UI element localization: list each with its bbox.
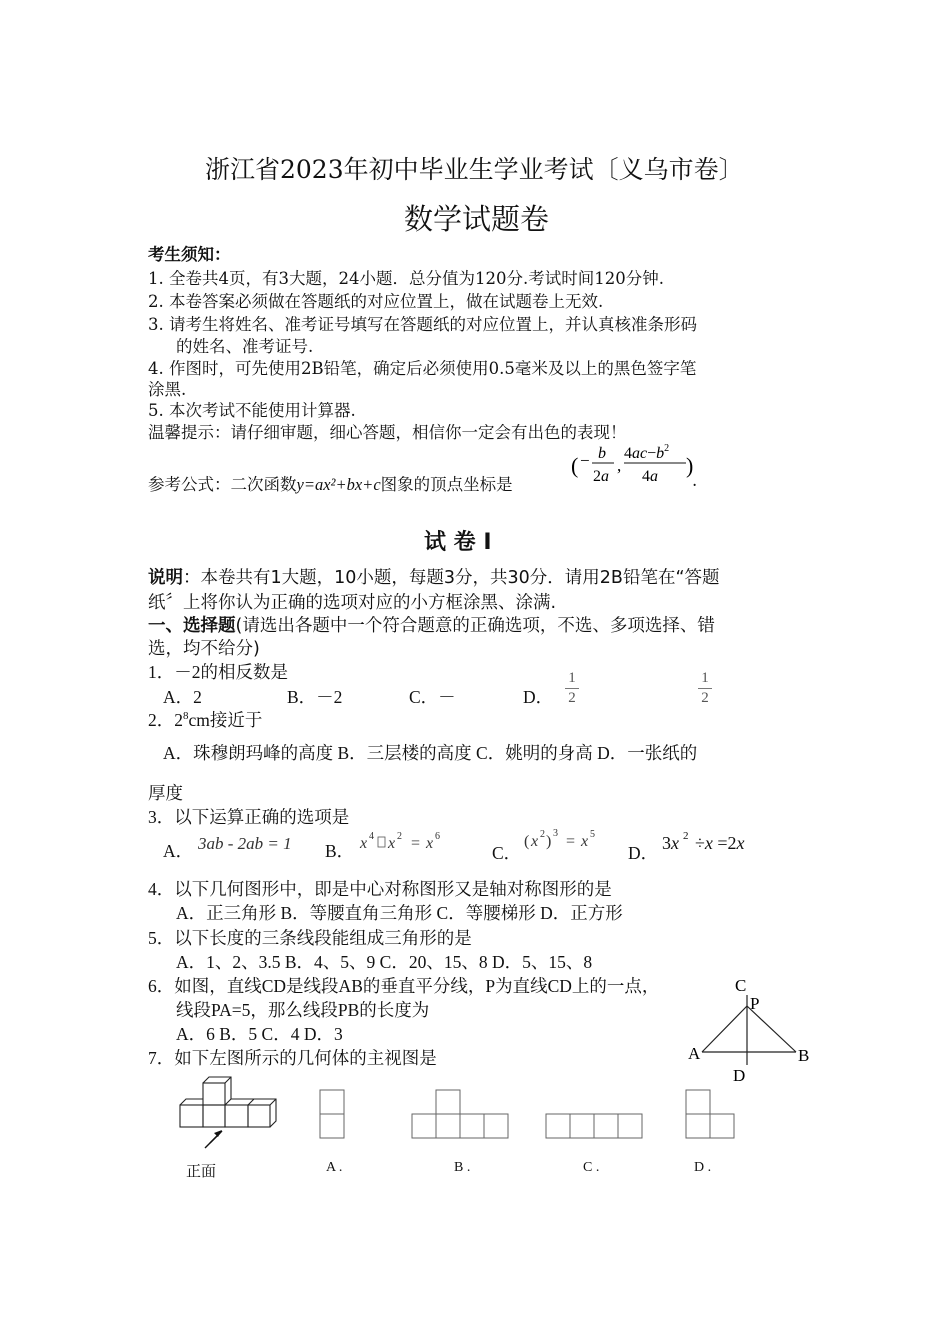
notice-item-5: 5. 本次考试不能使用计算器. — [148, 401, 356, 420]
svg-text:(: ( — [571, 453, 579, 478]
svg-text:5: 5 — [590, 829, 595, 840]
q7-option-c-figure — [544, 1112, 644, 1142]
svg-text:2: 2 — [540, 829, 545, 840]
exam-subtitle: 数学试题卷 — [404, 202, 550, 236]
svg-text:2a: 2a — [593, 468, 609, 485]
formula-period: . — [692, 471, 698, 490]
label-a: A — [688, 1044, 701, 1063]
notice-heading: 考生须知： — [148, 245, 231, 264]
part-heading-text: (请选出各题中一个符合题意的正确选项，不选、多项选择、错 — [235, 616, 715, 636]
svg-text:x: x — [360, 835, 368, 852]
q2-stem-rest: cm接近于 — [188, 710, 263, 730]
formula-suffix: 图象的顶点坐标是 — [380, 475, 513, 494]
section-desc-text: ：本卷共有1大题，10小题，每题3分，共30分．请用2B铅笔在“答题 — [183, 568, 720, 588]
q1-fraction-2 — [698, 670, 712, 707]
q1-option-b: B．－2 — [287, 687, 343, 707]
exam-title: 浙江省2023年初中毕业生学业考试〔义乌市卷〕 — [205, 155, 744, 184]
q7-option-d-figure — [684, 1088, 738, 1142]
q3-option-a: A． — [163, 841, 194, 861]
q5-options: A．1、2、3.5 B．4、5、9 C．20、15、8 D．5、15、8 — [176, 952, 593, 972]
q1-fraction-num: 1 — [568, 670, 576, 686]
notice-item-2: 2. 本卷答案必须做在答题纸的对应位置上，做在试题卷上无效. — [148, 292, 604, 311]
label-b: B — [798, 1046, 810, 1065]
label-c: C — [735, 976, 747, 995]
q2-stem — [148, 707, 262, 732]
svg-text:6: 6 — [435, 831, 440, 842]
notice-item-4: 4. 作图时，可先使用2B铅笔，确定后必须使用0.5毫米及以上的黑色签字笔 — [148, 359, 697, 378]
formula-prefix: 参考公式：二次函数 — [148, 475, 297, 494]
svg-text:4ac−b2: $4ac-b^2$ — [624, 443, 670, 462]
label-p: P — [750, 994, 760, 1013]
formula-line — [148, 471, 513, 495]
svg-text:3: 3 — [553, 828, 558, 839]
svg-text:x: x — [426, 835, 434, 852]
q4-options: A．正三角形 B．等腰直角三角形 C．等腰梯形 D．正方形 — [176, 903, 623, 923]
q6-stem-1: 6．如图，直线CD是线段AB的垂直平分线，P为直线CD上的一点， — [148, 976, 660, 996]
q1-fraction-den: 2 — [701, 690, 709, 706]
label-d: D — [733, 1066, 746, 1085]
svg-text:): ) — [546, 833, 552, 850]
svg-text:÷x =2x: ÷x =2x — [695, 833, 745, 853]
part-heading-cont: 选，均不给分) — [148, 639, 260, 659]
svg-text:(: ( — [524, 833, 530, 850]
q1-fraction-1 — [565, 670, 579, 707]
q7-option-c-label: C . — [583, 1160, 600, 1175]
q3-stem: 3．以下运算正确的选项是 — [148, 807, 350, 827]
q3-option-b-expr — [356, 826, 476, 854]
part-heading-bold: 一、选择题 — [148, 616, 236, 636]
q3-option-c: C． — [492, 843, 522, 863]
q1-fraction-num: 1 — [701, 670, 709, 686]
q6-figure — [680, 970, 820, 1090]
q2-options: A．珠穆朗玛峰的高度 B．三层楼的高度 C．姚明的身高 D．一张纸的 — [163, 743, 698, 763]
q1-option-d: D． — [523, 687, 554, 707]
q3-option-a-expr: 3ab - 2ab = 1 — [198, 834, 292, 853]
q3-option-d: D． — [628, 843, 659, 863]
svg-text:4a: 4a — [642, 468, 658, 485]
svg-text:): ) — [686, 453, 694, 478]
svg-text:3x: 3x — [662, 833, 679, 853]
notice-item-1: 1. 全卷共4页，有3大题，24小题．总分值为120分.考试时间120分钟. — [148, 269, 664, 288]
q7-stem: 7．如下左图所示的几何体的主视图是 — [148, 1048, 437, 1068]
q6-stem-2: 线段PA=5，那么线段PB的长度为 — [176, 1000, 430, 1020]
q5-stem: 5．以下长度的三条线段能组成三角形的是 — [148, 928, 472, 948]
q3-option-b: B． — [325, 841, 355, 861]
q2-stem-base: 2．2 — [148, 710, 183, 730]
q7-option-a-label: A . — [326, 1160, 343, 1175]
notice-tip: 温馨提示：请仔细审题，细心答题，相信你一定会有出色的表现！ — [148, 423, 627, 442]
segment-pa — [702, 1006, 747, 1052]
q1-option-c: C．－ — [409, 687, 456, 707]
notice-item-3-cont: 的姓名、准考证号. — [176, 337, 314, 356]
q7-option-d-label: D . — [694, 1160, 712, 1175]
svg-text:4: 4 — [369, 831, 374, 842]
q1-fraction-den: 2 — [568, 690, 576, 706]
formula-function: y=ax²+bx+c — [296, 475, 381, 494]
svg-text:,: , — [617, 456, 622, 475]
q3-option-c-expr — [520, 824, 620, 852]
svg-text:x: x — [388, 835, 396, 852]
q2-options-cont: 厚度 — [148, 783, 183, 803]
notice-item-3: 3. 请考生将姓名、准考证号填写在答题纸的对应位置上，并认真核准条形码 — [148, 315, 697, 334]
section-desc-2: 纸〞上将你认为正确的选项对应的小方框涂黑、涂满. — [148, 593, 557, 613]
q1-stem: 1．－2的相反数是 — [148, 662, 288, 682]
svg-text:=: = — [411, 835, 421, 852]
svg-text:=: = — [566, 833, 576, 850]
svg-text:b: b — [598, 445, 606, 462]
q7-front-label: 正面 — [186, 1162, 217, 1180]
q7-option-b-label: B . — [454, 1160, 471, 1175]
section-desc-1 — [148, 564, 720, 589]
svg-text:2: 2 — [397, 831, 402, 842]
q4-stem: 4．以下几何图形中，即是中心对称图形又是轴对称图形的是 — [148, 879, 612, 899]
q1-option-a: A．2 — [163, 687, 202, 707]
svg-text:x: x — [581, 833, 589, 850]
q6-options: A．6 B．5 C．4 D．3 — [176, 1024, 343, 1044]
q3-option-d-expr — [660, 826, 770, 856]
svg-text:2: 2 — [683, 830, 689, 842]
svg-text:−: − — [580, 451, 590, 470]
part-heading — [148, 612, 715, 637]
section-heading: 试 卷 Ⅰ — [424, 530, 492, 555]
svg-text:x: x — [531, 833, 539, 850]
q2-stem-exponent: 8 — [183, 710, 189, 723]
section-desc-bold: 说明 — [148, 568, 183, 588]
formula-vertex — [570, 440, 710, 490]
q7-option-b-figure — [410, 1088, 510, 1142]
q7-option-a-figure — [318, 1088, 348, 1140]
notice-item-4-cont: 涂黑. — [148, 380, 187, 399]
